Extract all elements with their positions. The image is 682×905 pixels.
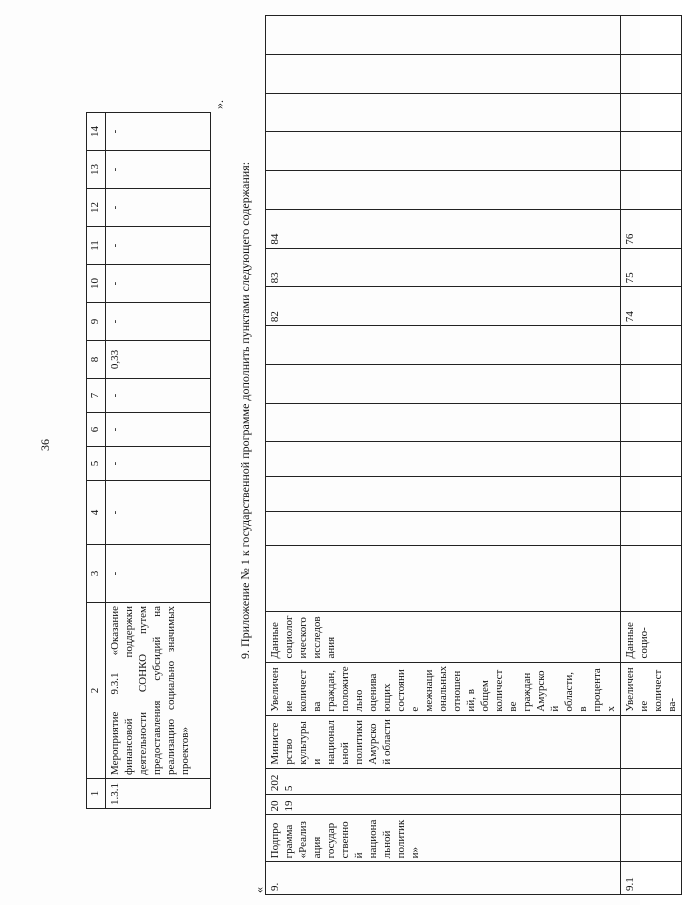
table-cell	[266, 477, 621, 512]
table-cell	[621, 93, 682, 132]
table-row	[106, 113, 211, 809]
table-cell	[621, 442, 682, 477]
table-cell: -	[106, 227, 211, 265]
header-cell: 13	[87, 151, 106, 189]
table-cell	[266, 171, 621, 210]
table-cell: -	[106, 481, 211, 545]
table-cell: -	[106, 447, 211, 481]
page-number: 36	[38, 439, 52, 451]
table-cell: -	[106, 379, 211, 413]
table-cell	[266, 403, 621, 442]
table-cell	[266, 132, 621, 171]
header-cell: 4	[87, 481, 106, 545]
table-cell	[621, 326, 682, 365]
table-cell	[621, 815, 682, 862]
header-cell: 6	[87, 413, 106, 447]
start-year: 2019	[266, 795, 621, 815]
end-year: 2025	[266, 768, 621, 795]
indicator: Увеличение количества-	[621, 662, 682, 715]
header-cell: 14	[87, 113, 106, 151]
table-cell: 83	[266, 248, 621, 287]
table-cell	[266, 326, 621, 365]
table-cell	[266, 93, 621, 132]
table-cell: 0,33	[106, 341, 211, 379]
table-cell	[621, 546, 682, 611]
header-cell: 3	[87, 545, 106, 603]
closing-quote: ».	[212, 100, 226, 109]
header-cell: 5	[87, 447, 106, 481]
table-cell: -	[106, 545, 211, 603]
table-cell	[266, 364, 621, 403]
row-name: Мероприятие 9.3.1 «Оказание финансовой поддержки деятельности СОНКО путем предоставления субсидий на реализацию социально значимых проектов»	[106, 603, 211, 779]
indicator: Увеличение количества граждан, положительно оценивающих состояние межнациональных отношений, в общем количестве граждан Амурской области, в процентах	[266, 662, 621, 715]
table-cell: 74	[621, 287, 682, 326]
table-continuation	[86, 112, 211, 809]
row-number: 9.1	[621, 862, 682, 895]
table-cell	[266, 55, 621, 94]
table-cell	[621, 16, 682, 55]
appended-table	[265, 15, 682, 895]
table-header-row	[87, 113, 106, 809]
row-number: 1.3.1	[106, 779, 211, 809]
table-cell	[621, 511, 682, 546]
table-row	[266, 16, 621, 895]
table-cell: -	[106, 151, 211, 189]
table-cell: -	[106, 113, 211, 151]
paragraph-9: 9. Приложение № 1 к государственной программе дополнить пунктами следующего содержания:	[238, 161, 252, 659]
data-source: Данные социо-	[621, 611, 682, 662]
row-name: Подпрограмма «Реализация государственной национальной политики»	[266, 815, 621, 862]
header-cell: 8	[87, 341, 106, 379]
header-cell: 2	[87, 603, 106, 779]
table-cell	[266, 442, 621, 477]
table-cell	[266, 511, 621, 546]
table-cell	[621, 768, 682, 795]
header-cell: 12	[87, 189, 106, 227]
table-cell: -	[106, 413, 211, 447]
opening-quote: «	[252, 887, 266, 893]
table-cell: 76	[621, 209, 682, 248]
table-cell	[266, 546, 621, 611]
table-row	[621, 16, 682, 895]
executor: Министерство культуры и национальной политики Амурской области	[266, 715, 621, 768]
header-cell: 10	[87, 265, 106, 303]
table-cell	[621, 364, 682, 403]
data-source: Данные социологического исследования	[266, 611, 621, 662]
table-cell	[621, 477, 682, 512]
table-cell: -	[106, 189, 211, 227]
table-cell: 84	[266, 209, 621, 248]
row-number: 9.	[266, 862, 621, 895]
table-cell	[621, 171, 682, 210]
table-cell: 75	[621, 248, 682, 287]
header-cell: 7	[87, 379, 106, 413]
header-cell: 1	[87, 779, 106, 809]
table-cell	[621, 132, 682, 171]
table-cell	[621, 55, 682, 94]
table-cell	[266, 16, 621, 55]
table-cell: 82	[266, 287, 621, 326]
table-cell	[621, 715, 682, 768]
table-cell	[621, 795, 682, 815]
table-cell	[621, 403, 682, 442]
header-cell: 9	[87, 303, 106, 341]
header-cell: 11	[87, 227, 106, 265]
table-cell: -	[106, 265, 211, 303]
table-cell: -	[106, 303, 211, 341]
